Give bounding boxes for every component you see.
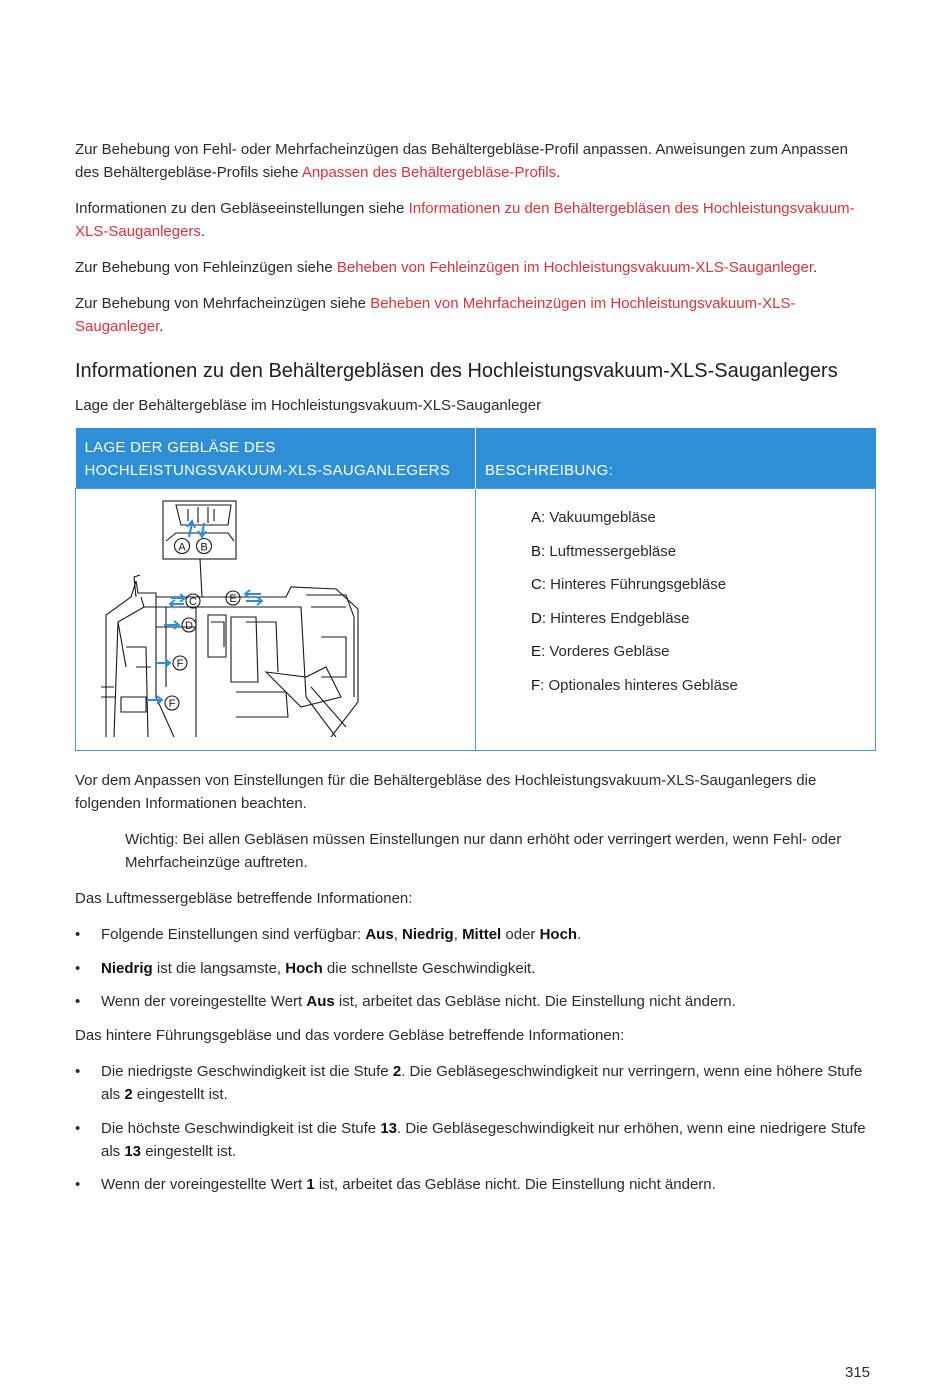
text: . Die Gebläsegeschwindigkeit nur verringern, wenn eine höhere Stufe als: [101, 1063, 863, 1104]
list-item: [75, 923, 875, 946]
intro-paragraph-1: [75, 138, 875, 184]
text: ist, arbeitet das Gebläse nicht. Die Einstellung nicht ändern.: [314, 1176, 716, 1194]
text: . Die Gebläsegeschwindigkeit nur erhöhen, wenn eine niedrigere Stufe als: [101, 1119, 866, 1160]
bullet: •: [75, 959, 81, 977]
text: ,: [393, 926, 403, 943]
intro-paragraph-2: [75, 197, 875, 243]
period: .: [556, 164, 561, 181]
bullet: •: [75, 993, 81, 1011]
section-heading: Informationen zu den Behältergebläsen des Hochleistungsvakuum-XLS-Sauganlegers: [75, 360, 838, 382]
description-label: : Hinteres Führungsgebläse: [541, 576, 727, 594]
text: eingestellt ist.: [132, 1086, 228, 1104]
intro-text-2: Informationen zu den Gebläseeinstellungen siehe: [75, 200, 409, 217]
before-adjusting-note: Vor dem Anpassen von Einstellungen für die Behältergebläse des Hochleistungsvakuum-XLS-Sauganlegers die folgenden Informationen beachten.: [75, 772, 817, 812]
value-13: 13: [124, 1142, 142, 1160]
description-key: C: [531, 576, 542, 594]
text: ist die langsamste,: [152, 959, 286, 977]
feeder-fan-illustration: [96, 497, 366, 737]
text: Die höchste Geschwindigkeit ist die Stufe: [101, 1119, 381, 1137]
value-mittel: Mittel: [462, 926, 502, 943]
table-body-row: [76, 489, 876, 751]
air-knife-list: [75, 923, 875, 1013]
bullet: •: [75, 1119, 81, 1137]
period: .: [159, 318, 164, 335]
illustration-cell: [76, 489, 476, 751]
text: ,: [453, 926, 463, 943]
description-key: E: [531, 643, 542, 661]
column-header-location: [76, 428, 476, 489]
column-header-location-line1: LAGE DER GEBLÄSE DES: [84, 439, 276, 456]
text: Folgende Einstellungen sind verfügbar:: [101, 926, 366, 943]
description-item-f: [531, 674, 865, 708]
machine-right: [306, 595, 354, 697]
arrow-icon: [170, 594, 185, 608]
important-note: Wichtig: Bei allen Gebläsen müssen Einstellungen nur dann erhöht oder verringert werden, wenn Fehl- oder Mehrfacheinzüge auftreten.: [125, 831, 842, 871]
intro-paragraph-4: [75, 292, 875, 338]
description-item-c: [531, 573, 865, 607]
label-e: E: [229, 593, 237, 605]
list-item: [75, 1173, 875, 1196]
fans-intro: Das hintere Führungsgebläse und das vordere Gebläse betreffende Informationen:: [75, 1027, 625, 1045]
list-item: [75, 1060, 875, 1106]
description-key: D: [531, 609, 542, 627]
label-f1: F: [176, 658, 184, 670]
value-2: 2: [124, 1086, 133, 1104]
value-13: 13: [380, 1119, 397, 1137]
column-header-location-line2: HOCHLEISTUNGSVAKUUM-XLS-SAUGANLEGERS: [84, 462, 451, 479]
label-f2: F: [168, 698, 176, 710]
link-fan-information[interactable]: Informationen zu den Behältergebläsen des Hochleistungsvakuum-XLS-Sauganlegers: [75, 200, 855, 240]
value-2: 2: [392, 1063, 402, 1081]
value-aus: Aus: [365, 926, 394, 943]
table-header-row: [76, 428, 876, 489]
value-niedrig: Niedrig: [402, 926, 454, 943]
table-caption: Lage der Behältergebläse im Hochleistungsvakuum-XLS-Sauganleger: [75, 397, 542, 414]
period: .: [813, 259, 818, 276]
intro-text-3: Zur Behebung von Fehleinzügen siehe: [75, 259, 337, 276]
link-adjust-fan-profile[interactable]: Anpassen des Behältergebläse-Profils: [301, 164, 557, 181]
description-item-e: [531, 640, 865, 674]
text: eingestellt ist.: [141, 1142, 237, 1160]
machine-top-left: [134, 575, 144, 607]
text: Die niedrigste Geschwindigkeit ist die Stufe: [101, 1063, 393, 1081]
text: Wenn der voreingestellte Wert: [101, 993, 307, 1011]
value-aus: Aus: [306, 993, 335, 1011]
description-key: A: [531, 509, 542, 526]
list-item: [75, 957, 875, 980]
label-c: C: [189, 596, 197, 608]
intro-text-1: Zur Behebung von Fehl- oder Mehrfacheinzügen das Behältergebläse-Profil anpassen. Anweisungen zum Anpassen des Behältergebläse-Profils siehe: [75, 141, 848, 181]
value-hoch: Hoch: [285, 959, 323, 977]
label-a: A: [178, 541, 186, 554]
label-d: D: [185, 620, 193, 632]
inset-detail: [176, 505, 231, 525]
description-label: : Vorderes Gebläse: [541, 643, 670, 661]
value-hoch: Hoch: [539, 926, 578, 943]
text: Wenn der voreingestellte Wert: [101, 1176, 307, 1194]
value-niedrig: Niedrig: [101, 959, 153, 977]
period: .: [200, 223, 206, 240]
machine-tray: [231, 617, 288, 717]
period: .: [577, 926, 582, 943]
link-misfeeds[interactable]: Beheben von Fehleinzügen im Hochleistungsvakuum-XLS-Sauganleger: [336, 259, 813, 276]
description-key: B: [531, 542, 542, 560]
description-cell: [476, 489, 876, 751]
description-label: : Vakuumgebläse: [541, 509, 656, 526]
description-key: F: [531, 676, 541, 694]
description-label: : Optionales hinteres Gebläse: [540, 676, 738, 694]
page-content: [75, 138, 875, 1207]
bullet: •: [75, 926, 81, 943]
value-1: 1: [306, 1176, 315, 1194]
description-item-d: [531, 607, 865, 641]
bullet: •: [75, 1176, 81, 1194]
fan-location-table: [75, 428, 876, 751]
column-header-description: BESCHREIBUNG:: [476, 428, 876, 489]
label-b: B: [200, 541, 208, 554]
text: ist, arbeitet das Gebläse nicht. Die Einstellung nicht ändern.: [334, 993, 736, 1011]
intro-paragraph-3: [75, 256, 875, 279]
description-item-b: [531, 540, 865, 574]
list-item: [75, 990, 875, 1013]
page-number: 315: [845, 1364, 871, 1381]
leader-line: [200, 559, 202, 597]
text: oder: [501, 926, 540, 943]
description-item-a: [531, 506, 865, 540]
machine-left: [101, 622, 151, 737]
bullet: •: [75, 1063, 81, 1081]
fans-list: [75, 1060, 875, 1196]
description-label: : Luftmessergebläse: [541, 542, 677, 560]
air-knife-intro: Das Luftmessergebläse betreffende Informationen:: [75, 890, 413, 907]
link-multifeeds[interactable]: Beheben von Mehrfacheinzügen im Hochleistungsvakuum-XLS-Sauganleger: [75, 295, 796, 335]
list-item: [75, 1117, 875, 1163]
description-label: : Hinteres Endgebläse: [541, 609, 690, 627]
text: die schnellste Geschwindigkeit.: [322, 959, 536, 977]
intro-text-4: Zur Behebung von Mehrfacheinzügen siehe: [75, 295, 371, 312]
